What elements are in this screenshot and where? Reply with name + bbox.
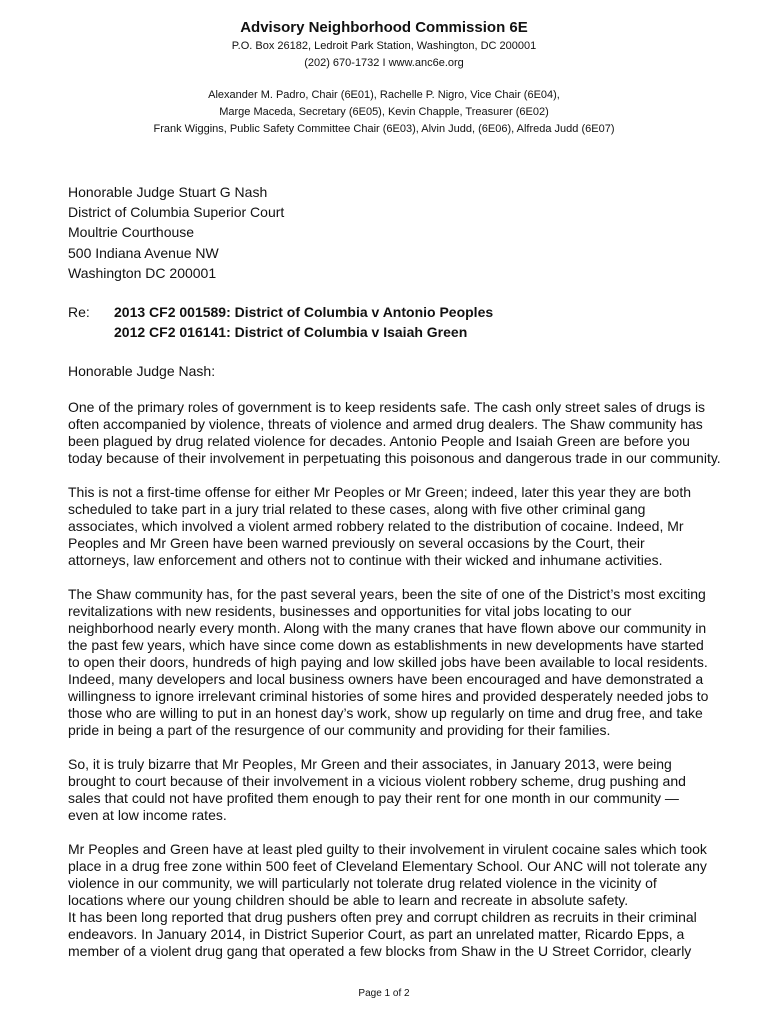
body-line: revitalizations with new residents, businesses and opportunities for vital jobs locating to our: [68, 603, 632, 619]
body-paragraph: [68, 756, 704, 824]
body-line: Indeed, many developers and local business owners have been encouraged and have demonstrated a: [68, 671, 704, 687]
body-line: This is not a first-time offense for either Mr Peoples or Mr Green; indeed, later this year they are both: [68, 484, 692, 500]
body-paragraph: [68, 909, 704, 960]
body-line: the past few years, which have since come down as establishments in new developments have started: [68, 637, 704, 653]
body-paragraph: [68, 399, 721, 467]
body-line: One of the primary roles of government is to keep residents safe. The cash only street sales of drugs is: [68, 399, 706, 415]
org-contact: (202) 670-1732 I www.anc6e.org: [304, 57, 464, 69]
body-line: place in a drug free zone within 500 feet of Cleveland Elementary School. Our ANC will not tolerate any: [68, 858, 707, 874]
members-line: Frank Wiggins, Public Safety Committee Chair (6E03), Alvin Judd, (6E06), Alfreda Judd (6E07): [153, 123, 615, 135]
salutation: Honorable Judge Nash:: [68, 363, 216, 379]
org-title: Advisory Neighborhood Commission 6E: [240, 19, 528, 36]
body-line: to open their doors, hundreds of high paying and low skilled jobs have been available to local residents.: [68, 654, 708, 670]
body-line: endeavors. In January 2014, in District Superior Court, as part an unrelated matter, Ricardo Epps, a: [68, 926, 685, 942]
recipient-address: [68, 182, 284, 283]
body-line: often accompanied by violence, threats of violence and armed drug dealers. The Shaw community has: [68, 416, 703, 432]
body-line: member of a violent drug gang that operated a few blocks from Shaw in the U Street Corridor, clearly: [68, 943, 692, 959]
re-label: Re:: [68, 304, 90, 320]
body-line: neighborhood nearly every month. Along with the many cranes that have flown above our community in: [68, 620, 707, 636]
body-line: The Shaw community has, for the past several years, been the site of one of the District’s most exciting: [68, 586, 706, 602]
body-line: even at low income rates.: [68, 807, 227, 823]
letterhead: [0, 18, 768, 138]
body-line: So, it is truly bizarre that Mr Peoples, Mr Green and their associates, in January 2013, were being: [68, 756, 672, 772]
recipient-line: 500 Indiana Avenue NW: [68, 244, 219, 261]
body-paragraph: [68, 484, 704, 569]
body-line: sales that could not have profited them enough to pay their rent for one month in our community —: [68, 790, 679, 806]
body-line: locations where our young children should be able to learn and recreate in absolute safety.: [68, 892, 629, 908]
body-line: those who are willing to put in an honest day’s work, show up regularly on time and drug free, and take: [68, 705, 703, 721]
body-line: It has been long reported that drug pushers often prey and corrupt children as recruits in their criminal: [68, 909, 697, 925]
page-number: Page 1 of 2: [358, 988, 410, 999]
body-line: willingness to ignore irrelevant criminal histories of some hires and provided desperately needed jobs to: [68, 688, 709, 704]
case-reference: 2012 CF2 016141: District of Columbia v Isaiah Green: [114, 324, 468, 341]
body-line: Peoples and Mr Green have been warned previously on several occasions by the Court, their: [68, 535, 645, 551]
case-reference: 2013 CF2 001589: District of Columbia v Antonio Peoples: [114, 304, 494, 320]
recipient-line: District of Columbia Superior Court: [68, 204, 285, 221]
body-line: Mr Peoples and Green have at least pled guilty to their involvement in virulent cocaine sales which took: [68, 841, 707, 857]
body-line: scheduled to take part in a jury trial related to these cases, along with five other criminal gang: [68, 501, 646, 517]
body-line: attorneys, law enforcement and others not to continue with their wicked and inhumane activities.: [68, 552, 663, 568]
org-address: P.O. Box 26182, Ledroit Park Station, Washington, DC 200001: [231, 40, 537, 52]
body-line: brought to court because of their involvement in a vicious violent robbery scheme, drug pushing and: [68, 773, 686, 789]
body-line: violence in our community, we will particularly not tolerate drug related violence in the vicinity of: [68, 875, 657, 891]
recipient-line: Moultrie Courthouse: [68, 224, 195, 241]
body-line: today because of their involvement in perpetuating this poisonous and dangerous trade in our community.: [68, 450, 721, 466]
members-line: Marge Maceda, Secretary (6E05), Kevin Chapple, Treasurer (6E02): [219, 106, 549, 118]
body-line: associates, which involved a violent armed robbery related to the distribution of cocaine. Indeed, Mr: [68, 518, 684, 534]
body-line: pride in being a part of the resurgence of our community and providing for their families.: [68, 722, 611, 738]
body-paragraph: [68, 841, 707, 909]
letter-body: [68, 399, 721, 960]
body-paragraph: [68, 586, 709, 739]
members-line: Alexander M. Padro, Chair (6E01), Rachelle P. Nigro, Vice Chair (6E04),: [208, 89, 560, 101]
re-block: [68, 302, 493, 342]
recipient-line: Washington DC 200001: [68, 264, 217, 281]
body-line: been plagued by drug related violence for decades. Antonio People and Isaiah Green are before you: [68, 433, 690, 449]
recipient-line: Honorable Judge Stuart G Nash: [68, 184, 268, 200]
commission-members: [0, 87, 768, 138]
